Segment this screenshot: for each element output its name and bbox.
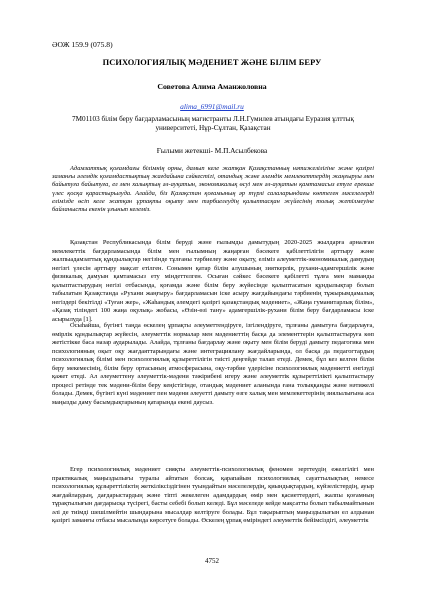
body-paragraph-1: Қазақстан Республикасында білім беруді және ғылымды дамытудың 2020-2025 жылдарға арналған мемлекеттік бағдарламасында білім мен ғылымның жаңарған бәсекеге қабілеттілігін арттыру және жалпыадамзаттық құндылықтар негізінде тұлғаны тәрбиелеу және оқыту, еліміз алеуметтік-экономикалық дамудың негізгі үлесін арттыру мақсат етілген. Сонымен қатар білім алушының зияткерлік, рухани-адамгершілік және физикалық дамуын қамтамасыз ету міндеттелген. Осыған сәйкес бәсекеге қабілетті тұлға мен маманды қалыптастырудың негізі отбасында, қоғамда және білім беру жүйесінде қалыптасатын құндылықтар болып табылатын Қазақстанда «Рухани жаңғыру» бағдарламасын іске асыру жағдайындағы тәрбиенің тұжырымдамалық негіздері бекітілді «Туған жер», «Жаһандық әлемдегі қазіргі қазақстандық мәдениет», «Жаңа гуманитарлық білім», «Қазақ тіліндегі 100 жаңа оқулық» жобасы, «Өзін-өзі тану» адамгершілік-рухани білім беру бағдарламасы іске асырылуда [1].	[52, 239, 374, 323]
scientific-advisor: Ғылыми жетекші- М.П.Асылбекова	[156, 146, 268, 155]
author-email-link[interactable]: alima_6991@mail.ru	[180, 102, 244, 111]
body-paragraph-2: Осыһайша, бүгінгі таңда өскелең ұрпақты әлеуметтендіруге, ізгілендіруге, тұлғаны дамытуға бағдарлауға, өмірлік құндылықтар жүйесін, әлеуметтік нормалар мен мәдениеттің басқа да элементтерін қалыптастыруға көп жетістікке баса назар аударылады. Алайда, тұлғаны бағдарлау және оқыту мен білім беруді дамыту педагогика мен психологияның оқыт оқу жағдаяттарындағы және интеграциялану жағдайларында, ол басқа да педагогтардың психологиялық білімі мен психологиялық құзыреттілігін тиісті деңгейде талап етеді. Демек, бұл кез келген білім беру мекемесінің, білім беру ортасының атмосферасына, оқу-тәрбие үдерісіне психологиялық мәдениетті енгізуді қажет етеді. Ал әлеуметтену әлеуметтік-мәдени тәжірибені игеру және әлеуметтік құзыреттілікті қалыптастыру процесі ретінде тек мәдени-білім беру кеңістігінде, отандық мәдениет аланында ғана толыққанды және нәтижелі болады. Демек, бүгінгі күні мәдениет пен мәдени әлеуетті дамыту өзге халық мен мемлекеттерінің зиялылығына аса маңызды даму басымдықтарының қатарында екені даусыз.	[52, 322, 374, 406]
udc-code: ӘОЖ 159.9 (075.8)	[52, 40, 113, 49]
body-paragraph-3: Егер психологиялық мәдениет сияқты әлеуметтік-психологиялық феномен зерттеудің ежелгілігі мен практикалық маңыздылығы туралы айтатын болсақ, қарапайым психологиялық сауаттылықтың немесе психологиялық құзыреттіліктің жеткіліксіздігінен туындайтын мәселелердің, қиындықтардың, күйзелістердің, ауыр жағдайлардың, дағдарыстардың және тіпті жекелеген адамдардың өмір мен қасиеттердегі, жалпы қоғамның тұрақтылығын дағдарысқа түсірегі, басты себебі болып келеді. Бұл мәселеде кейде мақсатты болып табылмайтынын әлі де тиімді шешілмейтін шындарына мысалдар келтіруге болады. Бұл тақырыптың маңыздылығын ел алдынан қазіргі заманғы отбасы мысалында көрсетуге болады. Өскелең ұрпақ өміріндегі әлеуметтік бейімсіздігі, әлеуметтік	[52, 466, 374, 524]
abstract: Адамзаттық қоғамдағы білімнің орны, дамып келе жатқан Қазақстанның нәтижелілігіне және қазіргі заманғы әлемдік қоғамдастықтың жағдайына сәйкестігі, отандық және әлемдік мемлекеттердің жаңғыруы мен байытуға байытуға, ел мен халықтың әл-ауқатын, экономикалық өсуі мен әл-ауқатын қамтамасыз етуге ерекше үлес қосқа қарастырылуда. Алайда, біз Қазақстан қоғамының әр түрлі салаларындағы көптеген мәселелерді елімізде өсіп келе жатқан ұрпақты оқыту мен тәрбиелеудің қалыптасқан жүйесінің толық жетілмеуіне байланысты екенін ұғынып келеміз.	[52, 165, 374, 214]
page-number: 4752	[205, 557, 219, 565]
paper-title: ПСИХОЛОГИЯЛЫҚ МӘДЕНИЕТ ЖӘНЕ БІЛІМ БЕРУ	[102, 58, 322, 67]
author-name: Советова Алима Аманжоловна	[157, 82, 267, 91]
author-affiliation: 7M01103 білім беру бағдарламасының магистранты Л.Н.Гумилев атындағы Еуразия ұлттық университеті, Нұр-Сұлтан, Қазақстан	[72, 115, 354, 133]
